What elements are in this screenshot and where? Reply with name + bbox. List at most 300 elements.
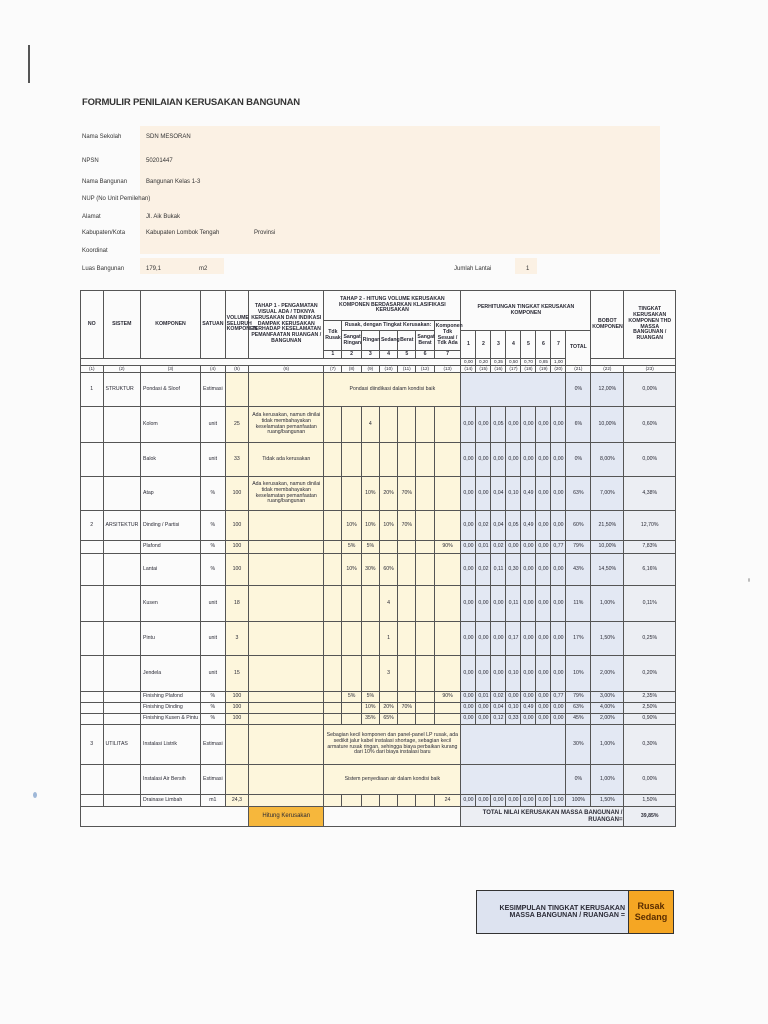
column-index-cell: (10) — [379, 366, 397, 373]
row-komponen: Pintu — [141, 622, 201, 656]
row-calc-5: 0,00 — [521, 586, 536, 622]
row-tahap1-note — [249, 725, 324, 765]
row-no — [81, 795, 104, 807]
th-tingkat: TINGKAT KERUSAKAN KOMPONEN THD MASSA BANGUNAN / RUANGAN — [624, 291, 676, 359]
row-class-3: 10% — [361, 511, 379, 541]
row-class-5 — [398, 586, 416, 622]
row-calc-5: 0,00 — [521, 443, 536, 477]
row-sistem — [103, 714, 141, 725]
row-calc-4: 0,17 — [506, 622, 521, 656]
row-calc-4: 0,10 — [506, 656, 521, 692]
row-calc-7: 0,00 — [551, 407, 566, 443]
row-class-4 — [379, 541, 397, 554]
row-sistem — [103, 443, 141, 477]
row-volume: 100 — [225, 554, 249, 586]
row-class-6 — [416, 656, 434, 692]
th-sedang: Sedang — [379, 331, 397, 351]
row-bobot: 14,50% — [591, 554, 624, 586]
row-no — [81, 541, 104, 554]
row-calc-2: 0,00 — [476, 714, 491, 725]
th-class-7: 7 — [434, 351, 461, 359]
row-tahap1-note: Tidak ada kerusakan — [249, 443, 324, 477]
weight-4: 0,50 — [506, 359, 521, 366]
row-calc-1: 0,00 — [461, 656, 476, 692]
row-satuan: m1 — [201, 795, 226, 807]
foot-spacer-2 — [324, 807, 461, 827]
scan-speck — [748, 578, 750, 582]
th-calc-5: 5 — [521, 331, 536, 359]
column-index-cell: (18) — [521, 366, 536, 373]
row-class-7 — [434, 622, 461, 656]
row-class-5 — [398, 795, 416, 807]
row-class-1 — [324, 656, 342, 692]
row-calc-6: 0,00 — [536, 443, 551, 477]
row-calc-3: 0,11 — [491, 554, 506, 586]
row-remark: Sistem penyediaan air dalam kondisi baik — [324, 765, 461, 795]
row-calc-6: 0,00 — [536, 477, 551, 511]
row-total: 79% — [566, 541, 591, 554]
row-bobot: 1,50% — [591, 795, 624, 807]
row-class-2: 5% — [342, 692, 361, 703]
row-class-6 — [416, 554, 434, 586]
row-class-1 — [324, 554, 342, 586]
row-calc-3: 0,00 — [491, 656, 506, 692]
th-ringan: Ringan — [361, 331, 379, 351]
row-calc-7: 0,77 — [551, 692, 566, 703]
table-row — [81, 511, 676, 541]
row-calc-4: 0,33 — [506, 714, 521, 725]
row-class-3 — [361, 443, 379, 477]
row-satuan: % — [201, 511, 226, 541]
row-volume: 100 — [225, 477, 249, 511]
scan-speck — [33, 792, 37, 798]
row-bobot: 4,00% — [591, 703, 624, 714]
row-calc-1: 0,00 — [461, 541, 476, 554]
column-index-cell: (14) — [461, 366, 476, 373]
row-class-5 — [398, 554, 416, 586]
row-volume: 100 — [225, 511, 249, 541]
row-class-4 — [379, 407, 397, 443]
column-index-row — [81, 366, 676, 373]
row-class-4 — [379, 795, 397, 807]
th-class-1: 1 — [324, 351, 342, 359]
th-calc-4: 4 — [506, 331, 521, 359]
column-index-cell: (7) — [324, 366, 342, 373]
row-calc-empty — [461, 765, 566, 795]
row-satuan: unit — [201, 443, 226, 477]
row-bobot: 12,00% — [591, 373, 624, 407]
row-calc-2: 0,02 — [476, 511, 491, 541]
row-tingkat: 0,00% — [624, 373, 676, 407]
row-no: 2 — [81, 511, 104, 541]
row-class-1 — [324, 511, 342, 541]
weight-5: 0,70 — [521, 359, 536, 366]
row-class-7 — [434, 511, 461, 541]
row-class-5 — [398, 656, 416, 692]
table-row — [81, 765, 676, 795]
table-row — [81, 407, 676, 443]
row-tahap1-note — [249, 795, 324, 807]
row-no: 3 — [81, 725, 104, 765]
row-bobot: 8,00% — [591, 443, 624, 477]
th-tahap1: TAHAP 1 - PENGAMATAN VISUAL ADA / TDKNYA KERUSAKAN DAN INDIKASI DAMPAK KERUSAKAN TERHADAP KESELAMATAN PEMANFAATAN RUANGAN / BANGUNAN — [249, 291, 324, 359]
row-no — [81, 656, 104, 692]
row-satuan: % — [201, 703, 226, 714]
row-calc-5: 0,49 — [521, 477, 536, 511]
value-nama-sekolah: SDN MESORAN — [146, 134, 191, 140]
row-calc-6: 0,00 — [536, 511, 551, 541]
row-sistem — [103, 477, 141, 511]
row-volume: 100 — [225, 703, 249, 714]
row-calc-7: 0,77 — [551, 541, 566, 554]
row-no — [81, 714, 104, 725]
row-tahap1-note: Ada kerusakan, namun dinilai tidak membahayakan keselamatan pemanfaatan ruang/bangunan — [249, 407, 324, 443]
row-tingkat: 0,20% — [624, 656, 676, 692]
weights-spacer-right — [591, 359, 676, 366]
row-class-2 — [342, 703, 361, 714]
row-tingkat: 4,38% — [624, 477, 676, 511]
row-satuan: unit — [201, 586, 226, 622]
row-calc-3: 0,00 — [491, 443, 506, 477]
hitung-kerusakan-button[interactable]: Hitung Kerusakan — [249, 807, 324, 827]
row-calc-2: 0,00 — [476, 586, 491, 622]
th-volume: VOLUME SELURUH KOMPONEN — [225, 291, 249, 359]
row-calc-4: 0,11 — [506, 586, 521, 622]
row-sistem — [103, 622, 141, 656]
row-calc-1: 0,00 — [461, 407, 476, 443]
row-no — [81, 703, 104, 714]
row-calc-7: 0,00 — [551, 554, 566, 586]
th-class-6: 6 — [416, 351, 434, 359]
row-calc-2: 0,00 — [476, 656, 491, 692]
row-calc-3: 0,02 — [491, 541, 506, 554]
row-no — [81, 692, 104, 703]
row-bobot: 3,00% — [591, 692, 624, 703]
row-total: 0% — [566, 373, 591, 407]
table-row — [81, 795, 676, 807]
row-total: 11% — [566, 586, 591, 622]
column-index-cell: (21) — [566, 366, 591, 373]
row-class-6 — [416, 541, 434, 554]
row-calc-2: 0,00 — [476, 622, 491, 656]
row-calc-empty — [461, 725, 566, 765]
th-class-2: 2 — [342, 351, 361, 359]
row-calc-5: 0,00 — [521, 656, 536, 692]
row-class-3: 5% — [361, 692, 379, 703]
row-satuan: % — [201, 541, 226, 554]
row-tingkat: 0,90% — [624, 714, 676, 725]
scan-mark — [28, 45, 30, 83]
row-class-7 — [434, 656, 461, 692]
row-total: 0% — [566, 443, 591, 477]
row-class-3: 5% — [361, 541, 379, 554]
row-class-5 — [398, 443, 416, 477]
row-tingkat: 6,16% — [624, 554, 676, 586]
row-bobot: 1,00% — [591, 586, 624, 622]
row-total: 45% — [566, 714, 591, 725]
row-class-2 — [342, 622, 361, 656]
row-class-1 — [324, 795, 342, 807]
row-calc-7: 0,00 — [551, 703, 566, 714]
row-class-4: 3 — [379, 656, 397, 692]
row-tahap1-note — [249, 714, 324, 725]
row-volume — [225, 725, 249, 765]
th-rusak-klasifikasi: Rusak, dengan Tingkat Kerusakan: — [342, 321, 434, 331]
row-tahap1-note — [249, 656, 324, 692]
row-class-4 — [379, 692, 397, 703]
row-class-5 — [398, 714, 416, 725]
row-total: 17% — [566, 622, 591, 656]
row-calc-4: 0,05 — [506, 511, 521, 541]
column-index-cell: (9) — [361, 366, 379, 373]
row-class-2 — [342, 795, 361, 807]
table-row — [81, 692, 676, 703]
row-class-1 — [324, 541, 342, 554]
row-calc-5: 0,00 — [521, 541, 536, 554]
row-calc-1: 0,00 — [461, 622, 476, 656]
row-bobot: 10,00% — [591, 541, 624, 554]
value-npsn: 50201447 — [146, 158, 173, 164]
row-class-6 — [416, 586, 434, 622]
row-satuan: unit — [201, 656, 226, 692]
row-volume: 18 — [225, 586, 249, 622]
row-tahap1-note — [249, 554, 324, 586]
row-tahap1-note — [249, 586, 324, 622]
row-class-2 — [342, 586, 361, 622]
row-class-1 — [324, 622, 342, 656]
conclusion-label — [477, 891, 629, 933]
row-class-5: 70% — [398, 511, 416, 541]
row-volume — [225, 373, 249, 407]
row-class-2 — [342, 407, 361, 443]
row-class-7 — [434, 477, 461, 511]
row-total: 60% — [566, 511, 591, 541]
row-sistem — [103, 795, 141, 807]
row-tingkat: 1,50% — [624, 795, 676, 807]
row-tahap1-note — [249, 692, 324, 703]
row-no — [81, 586, 104, 622]
row-calc-2: 0,00 — [476, 477, 491, 511]
row-calc-7: 0,00 — [551, 622, 566, 656]
row-class-5: 70% — [398, 477, 416, 511]
label-koordinat: Koordinat — [82, 248, 108, 254]
row-class-5 — [398, 407, 416, 443]
table-row — [81, 554, 676, 586]
th-class-3: 3 — [361, 351, 379, 359]
row-komponen: Atap — [141, 477, 201, 511]
row-class-3 — [361, 795, 379, 807]
row-calc-7: 0,00 — [551, 656, 566, 692]
row-volume: 100 — [225, 692, 249, 703]
row-tahap1-note — [249, 373, 324, 407]
th-total: TOTAL — [566, 331, 591, 366]
conclusion-result — [629, 891, 673, 933]
column-index-cell: (1) — [81, 366, 104, 373]
label-nama-bangunan: Nama Bangunan — [82, 179, 128, 185]
table-row — [81, 373, 676, 407]
row-class-3: 35% — [361, 714, 379, 725]
row-calc-4: 0,00 — [506, 692, 521, 703]
column-index-cell: (6) — [249, 366, 324, 373]
row-volume: 33 — [225, 443, 249, 477]
row-class-4: 1 — [379, 622, 397, 656]
row-class-7 — [434, 714, 461, 725]
row-calc-4: 0,00 — [506, 443, 521, 477]
row-tingkat: 7,83% — [624, 541, 676, 554]
row-total: 30% — [566, 725, 591, 765]
row-bobot: 1,50% — [591, 622, 624, 656]
row-class-3: 30% — [361, 554, 379, 586]
row-volume: 15 — [225, 656, 249, 692]
row-total: 63% — [566, 703, 591, 714]
row-class-2 — [342, 477, 361, 511]
row-no: 1 — [81, 373, 104, 407]
table-row — [81, 443, 676, 477]
row-calc-1: 0,00 — [461, 692, 476, 703]
row-class-6 — [416, 714, 434, 725]
row-calc-6: 0,00 — [536, 714, 551, 725]
row-volume: 3 — [225, 622, 249, 656]
value-alamat: Jl. Aik Bukak — [146, 214, 181, 220]
assessment-table — [80, 290, 676, 827]
foot-spacer — [81, 807, 249, 827]
row-calc-4: 0,00 — [506, 407, 521, 443]
row-calc-2: 0,01 — [476, 692, 491, 703]
row-volume: 100 — [225, 541, 249, 554]
table-row — [81, 656, 676, 692]
label-npsn: NPSN — [82, 158, 99, 164]
row-class-1 — [324, 443, 342, 477]
table-row — [81, 703, 676, 714]
row-calc-4: 0,00 — [506, 795, 521, 807]
column-index-cell: (15) — [476, 366, 491, 373]
weight-3: 0,35 — [491, 359, 506, 366]
row-class-5 — [398, 692, 416, 703]
row-sistem — [103, 541, 141, 554]
column-index-cell: (16) — [491, 366, 506, 373]
row-calc-5: 0,49 — [521, 703, 536, 714]
weight-2: 0,20 — [476, 359, 491, 366]
total-label: TOTAL NILAI KERUSAKAN MASSA BANGUNAN / RUANGAN= — [461, 807, 624, 827]
row-calc-7: 1,00 — [551, 795, 566, 807]
th-no: NO — [81, 291, 104, 359]
row-satuan: unit — [201, 407, 226, 443]
th-komponen-tdk-sesuai: Komponen Tdk Sesuai / Tdk Ada — [434, 321, 461, 351]
column-index-cell: (13) — [434, 366, 461, 373]
row-tingkat: 0,30% — [624, 725, 676, 765]
row-calc-3: 0,00 — [491, 795, 506, 807]
row-calc-3: 0,00 — [491, 586, 506, 622]
column-index-cell: (20) — [551, 366, 566, 373]
row-class-2 — [342, 656, 361, 692]
row-class-3 — [361, 586, 379, 622]
label-nup: NUP (No Unit Pemilehan) — [82, 196, 151, 202]
row-class-5: 70% — [398, 703, 416, 714]
row-class-1 — [324, 703, 342, 714]
weight-6: 0,85 — [536, 359, 551, 366]
th-calc-7: 7 — [551, 331, 566, 359]
row-tingkat: 0,25% — [624, 622, 676, 656]
row-no — [81, 554, 104, 586]
column-index-cell: (17) — [506, 366, 521, 373]
row-remark: Pondasi diindikasi dalam kondisi baik — [324, 373, 461, 407]
row-total: 63% — [566, 477, 591, 511]
row-tahap1-note: Ada kerusakan, namun dinilai tidak membahayakan keselamatan pemanfaatan ruang/bangunan — [249, 477, 324, 511]
row-total: 6% — [566, 407, 591, 443]
row-tingkat: 2,50% — [624, 703, 676, 714]
row-class-7 — [434, 407, 461, 443]
row-satuan: % — [201, 714, 226, 725]
row-calc-3: 0,00 — [491, 622, 506, 656]
row-class-4: 65% — [379, 714, 397, 725]
row-sistem: STRUKTUR — [103, 373, 141, 407]
row-calc-2: 0,00 — [476, 703, 491, 714]
row-calc-5: 0,00 — [521, 554, 536, 586]
row-calc-4: 0,00 — [506, 541, 521, 554]
row-class-7: 90% — [434, 541, 461, 554]
row-calc-5: 0,00 — [521, 622, 536, 656]
th-satuan: SATUAN — [201, 291, 226, 359]
row-class-6 — [416, 443, 434, 477]
row-calc-5: 0,00 — [521, 407, 536, 443]
row-class-6 — [416, 703, 434, 714]
row-satuan: Estimasi — [201, 373, 226, 407]
row-calc-5: 0,49 — [521, 511, 536, 541]
row-class-7 — [434, 443, 461, 477]
column-index-cell: (3) — [141, 366, 201, 373]
row-class-1 — [324, 586, 342, 622]
weights-spacer — [81, 359, 461, 366]
row-class-1 — [324, 714, 342, 725]
row-calc-4: 0,10 — [506, 477, 521, 511]
row-komponen: Jendela — [141, 656, 201, 692]
row-class-3 — [361, 622, 379, 656]
table-row — [81, 541, 676, 554]
row-class-2 — [342, 714, 361, 725]
row-satuan: Estimasi — [201, 765, 226, 795]
row-tingkat: 0,00% — [624, 443, 676, 477]
row-class-3: 10% — [361, 477, 379, 511]
row-tingkat: 0,00% — [624, 765, 676, 795]
row-komponen: Finishing Kusen & Pintu — [141, 714, 201, 725]
table-row — [81, 725, 676, 765]
row-tingkat: 12,70% — [624, 511, 676, 541]
row-calc-7: 0,00 — [551, 511, 566, 541]
row-tahap1-note — [249, 765, 324, 795]
column-index-cell: (2) — [103, 366, 141, 373]
row-no — [81, 622, 104, 656]
column-index-cell: (5) — [225, 366, 249, 373]
row-calc-1: 0,00 — [461, 795, 476, 807]
row-komponen: Dinding / Partisi — [141, 511, 201, 541]
column-index-cell: (22) — [591, 366, 624, 373]
row-calc-7: 0,00 — [551, 586, 566, 622]
column-index-cell: (4) — [201, 366, 226, 373]
row-class-7 — [434, 703, 461, 714]
value-nama-bangunan: Bangunan Kelas 1-3 — [146, 179, 201, 185]
row-calc-3: 0,04 — [491, 511, 506, 541]
row-volume: 24,3 — [225, 795, 249, 807]
row-no — [81, 407, 104, 443]
conclusion-label-line-1: KESIMPULAN TINGKAT KERUSAKAN — [499, 905, 625, 912]
column-index-cell: (23) — [624, 366, 676, 373]
th-berat: Berat — [398, 331, 416, 351]
row-sistem — [103, 656, 141, 692]
row-calc-3: 0,04 — [491, 477, 506, 511]
table-body — [81, 373, 676, 807]
row-class-1 — [324, 692, 342, 703]
weight-1: 0,00 — [461, 359, 476, 366]
